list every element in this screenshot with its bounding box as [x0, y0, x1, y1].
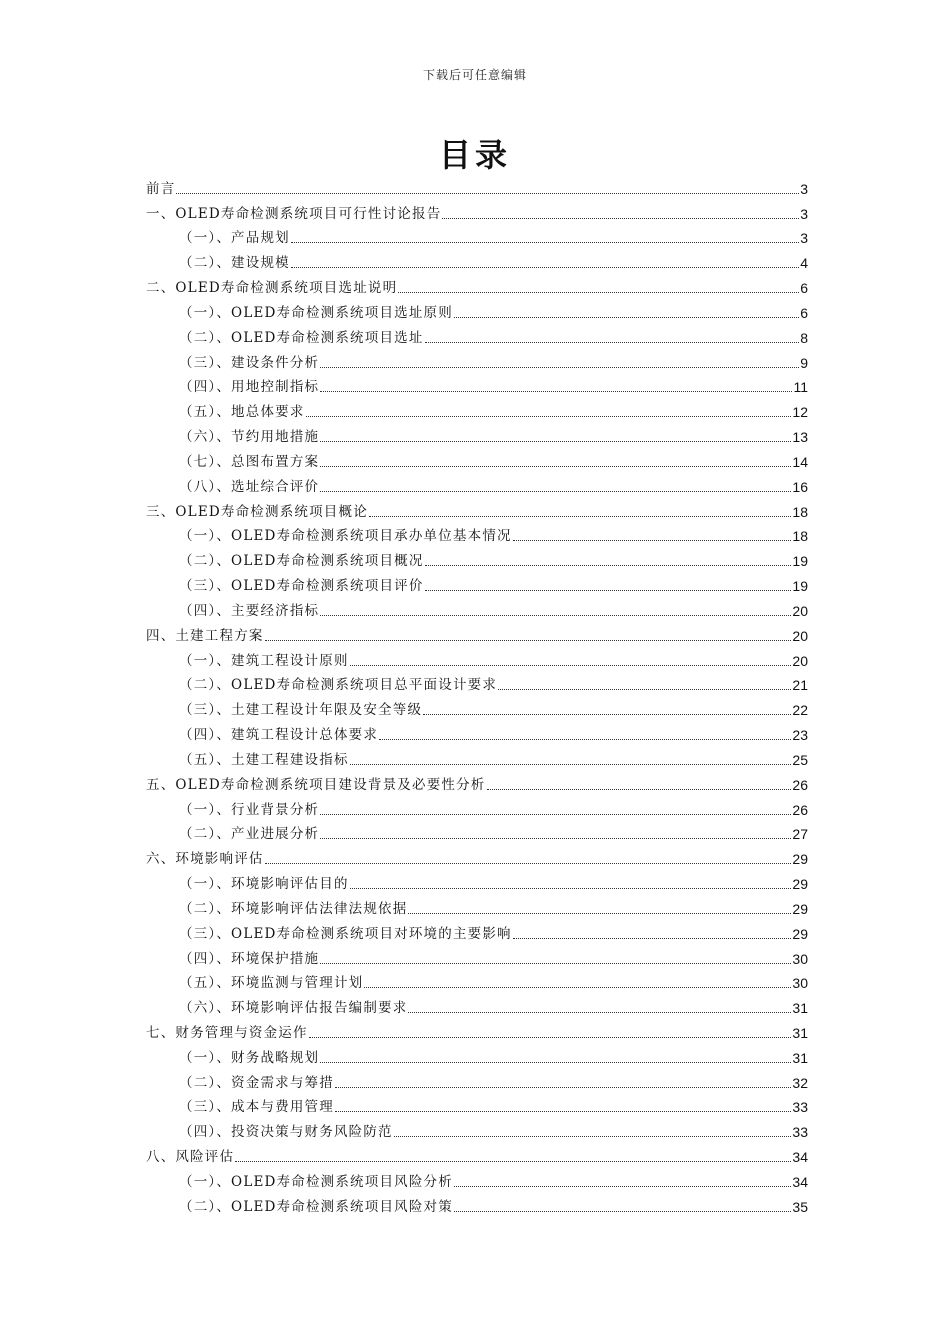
toc-entry[interactable] — [146, 298, 808, 323]
toc-entry[interactable] — [146, 671, 808, 696]
toc-entry-text: （一）、财务战略规划 — [179, 1049, 320, 1066]
toc-dot-leader — [265, 863, 792, 864]
toc-dot-leader — [320, 1062, 791, 1063]
toc-dot-leader — [487, 789, 792, 790]
toc-entry-page: 3 — [800, 180, 808, 197]
toc-entry-page: 6 — [800, 304, 808, 321]
toc-entry-page: 25 — [792, 751, 808, 768]
toc-entry-text: （二）、资金需求与筹措 — [179, 1074, 334, 1091]
toc-entry-text: （二）、OLED寿命检测系统项目风险对策 — [179, 1198, 453, 1215]
toc-entry-text: （一）、行业背景分析 — [179, 801, 320, 818]
toc-dot-leader — [498, 689, 791, 690]
toc-entry-page: 22 — [792, 702, 808, 719]
toc-dot-leader — [442, 218, 799, 219]
toc-dot-leader — [320, 615, 791, 616]
toc-entry-page: 13 — [792, 429, 808, 446]
toc-entry-page: 21 — [792, 677, 808, 694]
page-header: 下载后可任意编辑 — [422, 68, 527, 82]
toc-dot-leader — [291, 267, 799, 268]
toc-entry-page: 33 — [792, 1099, 808, 1116]
toc-entry-page: 23 — [792, 727, 808, 744]
toc-entry-page: 16 — [792, 478, 808, 495]
toc-entry-text: （五）、环境监测与管理计划 — [179, 975, 364, 992]
toc-dot-leader — [408, 913, 791, 914]
toc-entry-text: （一）、环境影响评估目的 — [179, 876, 349, 893]
toc-entry-text: 前言 — [146, 180, 176, 197]
toc-entry[interactable] — [146, 224, 808, 249]
table-of-contents — [146, 174, 808, 1217]
toc-dot-leader — [335, 1087, 791, 1088]
toc-entry[interactable] — [146, 472, 808, 497]
toc-dot-leader — [425, 342, 800, 343]
toc-entry[interactable] — [146, 1068, 808, 1093]
toc-entry[interactable] — [146, 447, 808, 472]
toc-entry[interactable] — [146, 820, 808, 845]
toc-entry[interactable] — [146, 1167, 808, 1192]
toc-entry-text: （四）、主要经济指标 — [179, 602, 320, 619]
toc-entry-page: 3 — [800, 230, 808, 247]
toc-entry-text: 三、OLED寿命检测系统项目概论 — [146, 503, 368, 520]
toc-dot-leader — [513, 540, 792, 541]
toc-entry[interactable] — [146, 1093, 808, 1118]
toc-entry-text: （二）、产业进展分析 — [179, 826, 320, 843]
toc-entry-text: （二）、环境影响评估法律法规依据 — [179, 900, 408, 917]
toc-dot-leader — [408, 1012, 791, 1013]
toc-dot-leader — [176, 193, 799, 194]
toc-entry-page: 34 — [792, 1149, 808, 1166]
toc-dot-leader — [306, 416, 792, 417]
toc-entry[interactable] — [146, 248, 808, 273]
toc-entry-text: （三）、土建工程设计年限及安全等级 — [179, 702, 423, 719]
toc-entry-text: （一）、OLED寿命检测系统项目选址原则 — [179, 304, 453, 321]
toc-entry-text: （三）、OLED寿命检测系统项目对环境的主要影响 — [179, 925, 512, 942]
toc-entry-text: （六）、节约用地措施 — [179, 429, 320, 446]
toc-dot-leader — [364, 987, 791, 988]
toc-entry[interactable] — [146, 199, 808, 224]
toc-entry[interactable] — [146, 695, 808, 720]
toc-entry[interactable] — [146, 894, 808, 919]
toc-entry-page: 26 — [792, 776, 808, 793]
toc-entry[interactable] — [146, 1018, 808, 1043]
toc-entry-page: 11 — [793, 379, 808, 396]
toc-entry-text: （二）、OLED寿命检测系统项目概况 — [179, 553, 424, 570]
toc-dot-leader — [320, 814, 791, 815]
toc-entry-page: 33 — [792, 1124, 808, 1141]
toc-entry-text: 七、财务管理与资金运作 — [146, 1024, 308, 1041]
toc-entry-text: （四）、投资决策与财务风险防范 — [179, 1124, 393, 1141]
toc-entry-text: （二）、OLED寿命检测系统项目总平面设计要求 — [179, 677, 498, 694]
toc-dot-leader — [398, 292, 799, 293]
toc-entry-page: 29 — [792, 925, 808, 942]
toc-entry[interactable] — [146, 844, 808, 869]
toc-dot-leader — [350, 888, 792, 889]
toc-entry-page: 3 — [800, 205, 808, 222]
toc-dot-leader — [291, 242, 799, 243]
toc-entry-page: 29 — [792, 851, 808, 868]
toc-entry[interactable] — [146, 373, 808, 398]
toc-entry-page: 30 — [792, 950, 808, 967]
toc-dot-leader — [454, 317, 799, 318]
toc-entry[interactable] — [146, 770, 808, 795]
toc-dot-leader — [454, 1186, 791, 1187]
toc-entry-page: 19 — [792, 553, 808, 570]
toc-entry[interactable] — [146, 944, 808, 969]
toc-entry-page: 20 — [792, 602, 808, 619]
toc-entry[interactable] — [146, 323, 808, 348]
toc-entry[interactable] — [146, 273, 808, 298]
toc-entry[interactable] — [146, 969, 808, 994]
toc-entry-text: 八、风险评估 — [146, 1149, 235, 1166]
toc-entry[interactable] — [146, 596, 808, 621]
toc-entry[interactable] — [146, 174, 808, 199]
toc-dot-leader — [265, 640, 792, 641]
toc-entry-text: （一）、产品规划 — [179, 230, 290, 247]
toc-entry[interactable] — [146, 422, 808, 447]
toc-entry-page: 4 — [800, 255, 808, 272]
toc-entry-text: （二）、建设规模 — [179, 255, 290, 272]
toc-dot-leader — [425, 565, 792, 566]
toc-dot-leader — [454, 1211, 791, 1212]
toc-entry-text: （三）、OLED寿命检测系统项目评价 — [179, 578, 424, 595]
toc-entry[interactable] — [146, 1043, 808, 1068]
toc-entry-page: 31 — [792, 1000, 808, 1017]
toc-entry-page: 20 — [792, 652, 808, 669]
toc-dot-leader — [335, 1111, 791, 1112]
toc-entry-text: （五）、地总体要求 — [179, 404, 305, 421]
toc-entry-page: 19 — [792, 578, 808, 595]
toc-title: 目录 — [438, 136, 511, 174]
toc-entry-page: 34 — [792, 1173, 808, 1190]
toc-dot-leader — [320, 491, 791, 492]
toc-entry-text: 二、OLED寿命检测系统项目选址说明 — [146, 280, 398, 297]
toc-entry[interactable] — [146, 919, 808, 944]
toc-dot-leader — [350, 665, 792, 666]
toc-entry[interactable] — [146, 993, 808, 1018]
toc-dot-leader — [320, 391, 792, 392]
toc-dot-leader — [423, 714, 791, 715]
toc-dot-leader — [309, 1037, 792, 1038]
toc-entry[interactable] — [146, 1192, 808, 1217]
toc-entry-page: 18 — [792, 503, 808, 520]
toc-entry[interactable] — [146, 348, 808, 373]
toc-dot-leader — [320, 963, 791, 964]
toc-dot-leader — [379, 739, 791, 740]
toc-entry[interactable] — [146, 621, 808, 646]
toc-entry-text: （一）、OLED寿命检测系统项目风险分析 — [179, 1173, 453, 1190]
toc-entry-page: 29 — [792, 900, 808, 917]
toc-entry[interactable] — [146, 546, 808, 571]
toc-dot-leader — [235, 1161, 791, 1162]
toc-entry-page: 26 — [792, 801, 808, 818]
toc-entry[interactable] — [146, 646, 808, 671]
toc-entry-text: 一、OLED寿命检测系统项目可行性讨论报告 — [146, 205, 442, 222]
toc-entry-page: 27 — [792, 826, 808, 843]
toc-entry[interactable] — [146, 1117, 808, 1142]
toc-entry-text: （四）、建筑工程设计总体要求 — [179, 727, 379, 744]
toc-dot-leader — [320, 838, 791, 839]
toc-entry-page: 31 — [792, 1049, 808, 1066]
toc-entry[interactable] — [146, 397, 808, 422]
toc-entry[interactable] — [146, 795, 808, 820]
toc-entry-page: 6 — [800, 280, 808, 297]
toc-entry-page: 35 — [792, 1198, 808, 1215]
toc-dot-leader — [425, 590, 792, 591]
toc-entry-text: （八）、选址综合评价 — [179, 478, 320, 495]
toc-entry-text: （三）、成本与费用管理 — [179, 1099, 334, 1116]
toc-dot-leader — [369, 516, 792, 517]
toc-entry[interactable] — [146, 720, 808, 745]
toc-dot-leader — [320, 367, 799, 368]
toc-entry[interactable] — [146, 1142, 808, 1167]
toc-entry-page: 32 — [792, 1074, 808, 1091]
toc-entry-page: 8 — [800, 329, 808, 346]
toc-dot-leader — [320, 441, 791, 442]
toc-entry-text: （五）、土建工程建设指标 — [179, 751, 349, 768]
toc-entry-text: （二）、OLED寿命检测系统项目选址 — [179, 329, 424, 346]
toc-entry-page: 18 — [792, 528, 808, 545]
toc-entry-page: 14 — [792, 453, 808, 470]
toc-entry[interactable] — [146, 497, 808, 522]
toc-entry-text: 五、OLED寿命检测系统项目建设背景及必要性分析 — [146, 776, 486, 793]
toc-entry-page: 29 — [792, 876, 808, 893]
toc-entry-page: 20 — [792, 627, 808, 644]
toc-entry-text: （六）、环境影响评估报告编制要求 — [179, 1000, 408, 1017]
toc-entry[interactable] — [146, 571, 808, 596]
toc-entry-page: 12 — [792, 404, 808, 421]
toc-dot-leader — [394, 1136, 792, 1137]
toc-dot-leader — [320, 466, 791, 467]
toc-entry-text: （三）、建设条件分析 — [179, 354, 320, 371]
toc-entry-page: 31 — [792, 1024, 808, 1041]
toc-entry-text: （一）、OLED寿命检测系统项目承办单位基本情况 — [179, 528, 512, 545]
toc-entry[interactable] — [146, 869, 808, 894]
toc-entry-page: 9 — [800, 354, 808, 371]
toc-dot-leader — [513, 938, 792, 939]
toc-entry-text: 六、环境影响评估 — [146, 851, 264, 868]
toc-dot-leader — [350, 764, 792, 765]
toc-entry-text: （四）、用地控制指标 — [179, 379, 320, 396]
toc-entry[interactable] — [146, 745, 808, 770]
toc-entry-text: （七）、总图布置方案 — [179, 453, 320, 470]
toc-entry-text: 四、土建工程方案 — [146, 627, 264, 644]
toc-entry[interactable] — [146, 522, 808, 547]
toc-entry-text: （四）、环境保护措施 — [179, 950, 320, 967]
toc-entry-text: （一）、建筑工程设计原则 — [179, 652, 349, 669]
toc-entry-page: 30 — [792, 975, 808, 992]
